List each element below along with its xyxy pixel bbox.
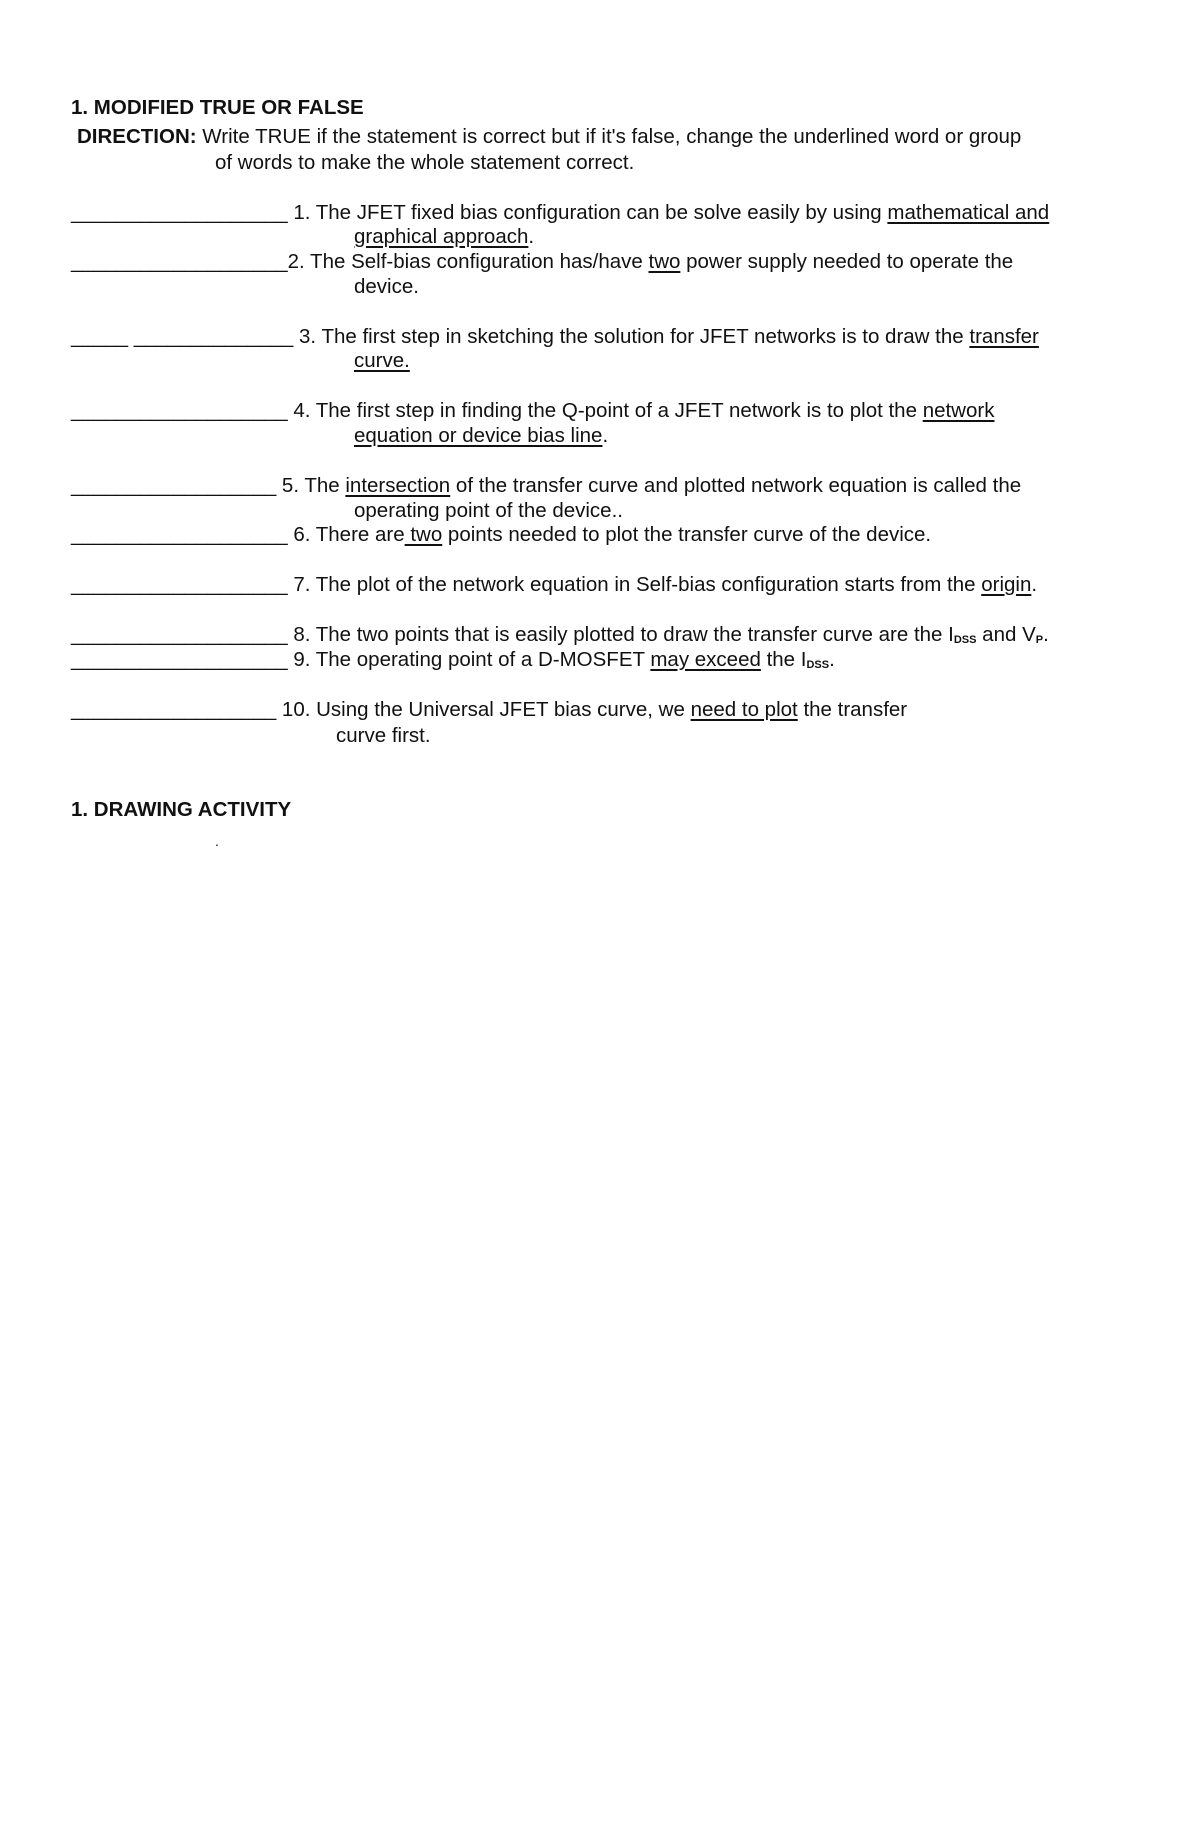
direction-text: Write TRUE if the statement is correct but if it's false, change the underlined word or group — [202, 125, 1022, 148]
question-5-continued: operating point of the device.. — [354, 499, 623, 522]
question-9: ___________________ 9. The operating point of a D-MOSFET may exceed the $I_{DSS}$. — [71, 648, 835, 671]
question-1-continued: graphical approach. — [354, 225, 535, 248]
underlined-term: transfer — [969, 325, 1039, 348]
question-2: ___________________2. The Self-bias configuration has/have two power supply needed to operate the — [71, 250, 1014, 273]
underlined-term: curve. — [354, 349, 410, 372]
section-title-true-false: 1. MODIFIED TRUE OR FALSE — [71, 96, 364, 119]
underlined-term: origin — [981, 573, 1032, 596]
underlined-term: network — [922, 399, 995, 422]
underlined-term: mathematical and — [887, 201, 1050, 224]
answer-blank[interactable]: ___________________ — [71, 573, 288, 596]
answer-blank[interactable]: _____ ______________ — [71, 325, 294, 348]
direction-label: DIRECTION: — [77, 125, 197, 148]
underlined-term: intersection — [345, 474, 451, 497]
underlined-term: two — [648, 250, 681, 273]
direction-line — [77, 124, 1021, 150]
question-6: ___________________ 6. There are two points needed to plot the transfer curve of the device. — [71, 523, 932, 546]
underlined-term: equation or device bias line — [354, 424, 603, 447]
answer-blank[interactable]: __________________ — [71, 698, 277, 721]
stray-dot: . — [215, 833, 219, 849]
question-3-continued — [354, 348, 410, 374]
question-4: ___________________ 4. The first step in finding the Q-point of a JFET network is to plot the network — [71, 399, 995, 422]
section-title-drawing-activity: 1. DRAWING ACTIVITY — [71, 798, 292, 821]
answer-blank[interactable]: __________________ — [71, 474, 277, 497]
question-10: __________________ 10. Using the Universal JFET bias curve, we need to plot the transfer — [71, 698, 908, 721]
answer-blank[interactable]: ___________________ — [71, 201, 288, 224]
underlined-term: may exceed — [650, 648, 761, 671]
direction-text-continued: of words to make the whole statement correct. — [215, 151, 635, 174]
question-3: _____ ______________ 3. The first step in sketching the solution for JFET networks is to draw the transfer — [71, 325, 1039, 348]
answer-blank[interactable]: ___________________ — [71, 648, 288, 671]
underlined-term: graphical approach — [354, 225, 529, 248]
underlined-term: need to plot — [690, 698, 798, 721]
answer-blank[interactable]: ___________________ — [71, 399, 288, 422]
subscript: DSS — [806, 659, 830, 671]
question-10-continued: curve first. — [336, 724, 431, 747]
question-1: ___________________ 1. The JFET fixed bias configuration can be solve easily by using mathematical and — [71, 201, 1050, 224]
question-2-continued: device. — [354, 275, 419, 298]
question-7: ___________________ 7. The plot of the network equation in Self-bias configuration starts from the origin. — [71, 573, 1038, 596]
subscript: DSS — [953, 634, 977, 646]
answer-blank[interactable]: ___________________ — [71, 523, 288, 546]
answer-blank[interactable]: ___________________ — [71, 250, 288, 273]
underlined-term: two — [404, 523, 443, 546]
question-8: ___________________ 8. The two points that is easily plotted to draw the transfer curve are the $I_{DSS}$ and $V_P$. — [71, 623, 1049, 646]
question-4-continued: equation or device bias line. — [354, 424, 609, 447]
answer-blank[interactable]: ___________________ — [71, 623, 288, 646]
subscript: P — [1035, 634, 1044, 646]
question-5: __________________ 5. The intersection of the transfer curve and plotted network equation is called the — [71, 474, 1022, 497]
